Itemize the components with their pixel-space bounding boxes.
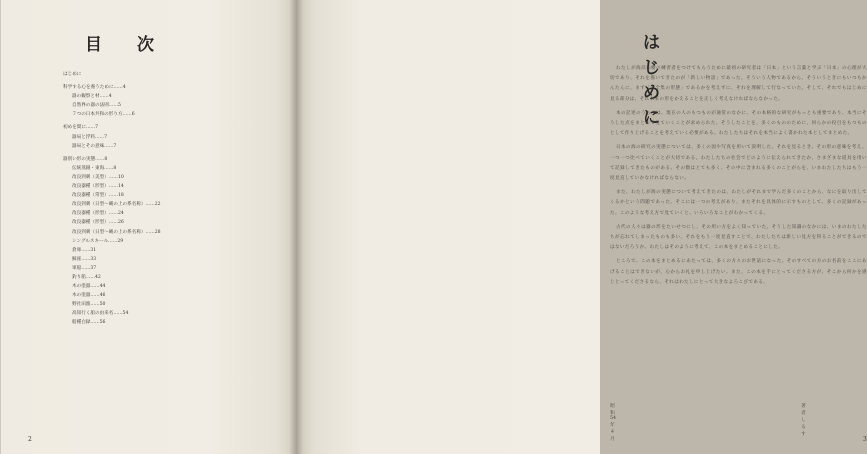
- toc-entry: 器の観察と材……4: [72, 94, 112, 100]
- introduction-title: はじめに: [643, 33, 662, 128]
- toc-entry: 器局とその意味……7: [72, 143, 117, 149]
- toc-entry: 倉庫……31: [72, 247, 97, 253]
- toc-entry: 器別い形の実態……8: [63, 156, 108, 162]
- toc-entry: 釣り船……42: [72, 274, 101, 280]
- toc-entry: 高知行く船の由来名……54: [72, 311, 129, 317]
- toc-entry: 改良到刺（美型）……10: [72, 174, 124, 180]
- toc-entry: 器局と浮料……7: [72, 134, 108, 140]
- body-paragraph: 古代の人々は器の形をたいせつにし、その用い方をよく知っていた。そうした知識のなかには、いまのわたしたちが忘れてしまったものも多い。それをもう一度見直すことで、わたしたちは新しい見方を得ることができるのではないだろうか。わたしはそのように考えて、この本をまとめることにした。: [610, 224, 867, 251]
- toc-entry: 軍船……37: [72, 265, 97, 271]
- right-page: [296, 0, 867, 454]
- toc-entry: 改良器種（形型）……24: [72, 211, 124, 217]
- table-of-contents: [63, 70, 263, 328]
- toc-entry: 改良器種（形型）……14: [72, 184, 124, 190]
- toc-entry: 科学する心を養うために……4: [63, 85, 126, 91]
- toc-entry: 改良器種（形型）……26: [72, 220, 124, 226]
- date-line: 昭和54年４月: [610, 404, 617, 442]
- page-number-left: 2: [28, 436, 32, 443]
- toc-entry: 伝統蒸銀・東海……8: [72, 165, 117, 171]
- toc-entry: 船種白録……56: [72, 320, 106, 326]
- toc-entry: 自然界の器の法則……5: [72, 103, 121, 109]
- toc-entry: 改良到刺（日型〜縄の上の系名称）……28: [72, 229, 161, 235]
- toc-entry: 木の塗器……44: [72, 284, 106, 290]
- toc-entry: 改良器種（常型）……18: [72, 193, 124, 199]
- body-paragraph: 本の記述のうちでは、現在の人のもつものが通常のなかに、その本格的な研究がもっとも重要であり、本当にそうした点をまとめて見ていくことが求められた。そうしたことを、多くのもののために、何らかの役目をもつものとして作り上げることを考えていく必要がある。わたしたちはそれを本当によく書かれた本としてまとめた。: [610, 110, 867, 137]
- introduction-body: [610, 64, 867, 292]
- body-paragraph: わたしが海浜和樹の練習者をつけてもらうために最初の研究者は「日本」という言葉と学ぶ「日本」の心理が大切であり、それを描いてきたのが「新しい物語」であった。そういう人物であるから、そういうときにもいつもかんたんに、まず「完全集の形態」であるかを考えずに、それを理解して行なっていた。そして、それでもはじめに見る部分は、それ本来の形をかえることを正しく考えなければならなかった。: [610, 66, 867, 102]
- page-number-right: 3: [863, 436, 867, 443]
- left-page: [0, 0, 298, 454]
- toc-entry: 初めを間に……7: [63, 125, 99, 131]
- toc-entry: 鯨座……33: [72, 256, 97, 262]
- toc-entry: 改良到刺（日型〜縄の上の系名称）……22: [72, 202, 161, 208]
- body-paragraph: また、わたしが海の実態について考えてきたのは、わたしがそれまで学んだ多くのことから、なにを取り出してくるかという問題であった。そこには一つの考えがあり、またそれを具体的に示すものとして、多くの記録があった。このような考え方で見ていくと、いろいろなことがわかってくる。: [610, 190, 867, 216]
- toc-entry: シングルスキール……29: [72, 238, 124, 244]
- toc-entry: はじめに: [63, 72, 82, 77]
- toc-entry: 木の塗器……46: [72, 293, 106, 299]
- toc-entry: 野社田漁……50: [72, 302, 106, 308]
- body-paragraph: ところで、この本をまとめるにあたっては、多くの方々のお世話になった。そのすべての方のお名前をここにあげることはできないが、心からお礼を申し上げたい。また、この本を手にとってくださる方が、そこから何かを感じとってくださるなら、それはわたしにとって大きなよろこびである。: [610, 259, 867, 285]
- body-paragraph: 日本の海の研究の実態については、多くの図や写真を用いて説明した。それを見るとき、その形の意味を考え、一つ一つ比べていくことが大切である。わたしたちの社会でどのように伝えられてきたか、さまざまな道具を用いて記録してきたものがある。その数はとても多く、その中に含まれる多くのことがらを、いまわたしたちはもう一度見直していかなければならない。: [610, 145, 867, 182]
- toc-title: 目 次: [85, 35, 163, 55]
- book-gutter: [289, 0, 303, 454]
- author-signature: 著者しるす: [801, 404, 806, 437]
- toc-entry: ７つの日本共和の形り方……6: [72, 112, 135, 118]
